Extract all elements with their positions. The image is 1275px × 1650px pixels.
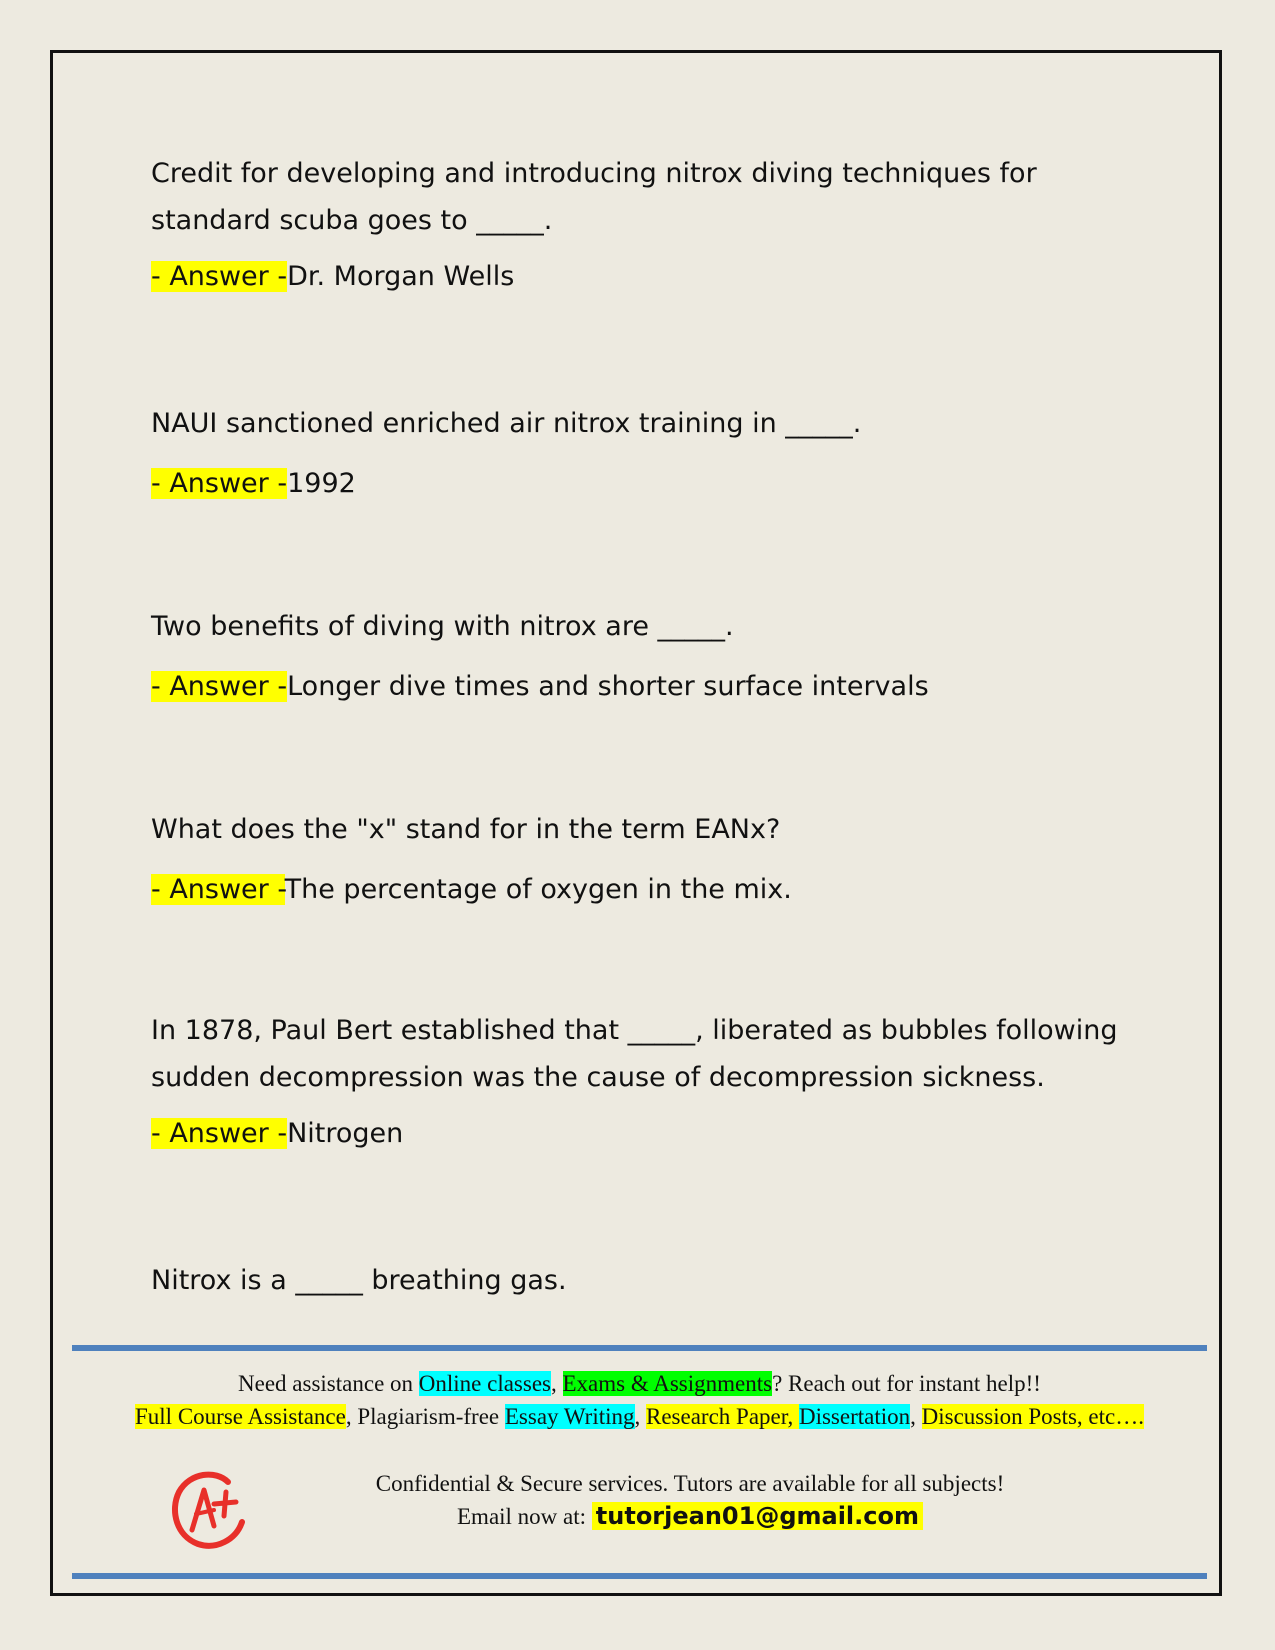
question-text: Credit for developing and introducing nitrox diving techniques for standard scuba goes to _____. bbox=[151, 158, 1037, 236]
qa-item-3 bbox=[151, 603, 1151, 704]
highlight-research-paper: Research Paper, bbox=[646, 1404, 799, 1429]
footer-top-rule bbox=[72, 1345, 1207, 1351]
a-plus-logo-icon bbox=[170, 1468, 250, 1550]
footer-confidential-line: Confidential & Secure services. Tutors are available for all subjects! bbox=[375, 1471, 1005, 1496]
highlight-full-course: Full Course Assistance bbox=[135, 1404, 346, 1429]
highlight-exams-assignments: Exams & Assignments bbox=[562, 1371, 773, 1396]
answer-line bbox=[151, 467, 1151, 501]
answer-label: - Answer - bbox=[151, 1118, 288, 1149]
footer-promo-line-1: Need assistance on Online classes, Exams & Assignments? Reach out for instant help!! bbox=[238, 1371, 1041, 1396]
answer-text: Dr. Morgan Wells bbox=[287, 261, 515, 292]
answer-line bbox=[151, 873, 1151, 907]
qa-item-4 bbox=[151, 806, 1151, 907]
answer-label: - Answer - bbox=[151, 874, 285, 905]
footer-bottom-rule bbox=[72, 1573, 1207, 1579]
highlight-discussion-posts: Discussion Posts, etc…. bbox=[921, 1404, 1144, 1429]
answer-label: - Answer - bbox=[151, 671, 288, 702]
highlight-online-classes: Online classes bbox=[418, 1371, 551, 1396]
answer-text: The percentage of oxygen in the mix. bbox=[284, 874, 792, 905]
question-text: In 1878, Paul Bert established that _____, liberated as bubbles following sudden decompression was the cause of decompression sickness. bbox=[151, 1015, 1118, 1093]
footer-email-line: Email now at: tutorjean01@gmail.com bbox=[250, 1500, 1130, 1533]
answer-line bbox=[151, 260, 1151, 294]
email-link[interactable]: tutorjean01@gmail.com bbox=[592, 1502, 923, 1530]
answer-text: Nitrogen bbox=[287, 1118, 404, 1149]
qa-item-6 bbox=[151, 1257, 1151, 1304]
answer-line bbox=[151, 1117, 1151, 1151]
highlight-dissertation: Dissertation bbox=[798, 1404, 911, 1429]
answer-label: - Answer - bbox=[151, 261, 288, 292]
question-text: NAUI sanctioned enriched air nitrox training in _____. bbox=[151, 408, 862, 439]
question-text: Nitrox is a _____ breathing gas. bbox=[151, 1265, 567, 1296]
answer-text: Longer dive times and shorter surface intervals bbox=[287, 671, 929, 702]
question-text: What does the "x" stand for in the term EANx? bbox=[151, 814, 781, 845]
highlight-essay-writing: Essay Writing bbox=[504, 1404, 635, 1429]
answer-line bbox=[151, 670, 1151, 704]
answer-label: - Answer - bbox=[151, 468, 288, 499]
qa-item-1 bbox=[151, 150, 1151, 294]
answer-text: 1992 bbox=[287, 468, 356, 499]
footer-promo-line-2: Full Course Assistance, Plagiarism-free Essay Writing, Research Paper, Dissertation, Discussion Posts, etc…. bbox=[135, 1404, 1144, 1429]
question-text: Two benefits of diving with nitrox are _____. bbox=[151, 611, 734, 642]
qa-item-5 bbox=[151, 1007, 1151, 1151]
qa-item-2 bbox=[151, 400, 1151, 501]
